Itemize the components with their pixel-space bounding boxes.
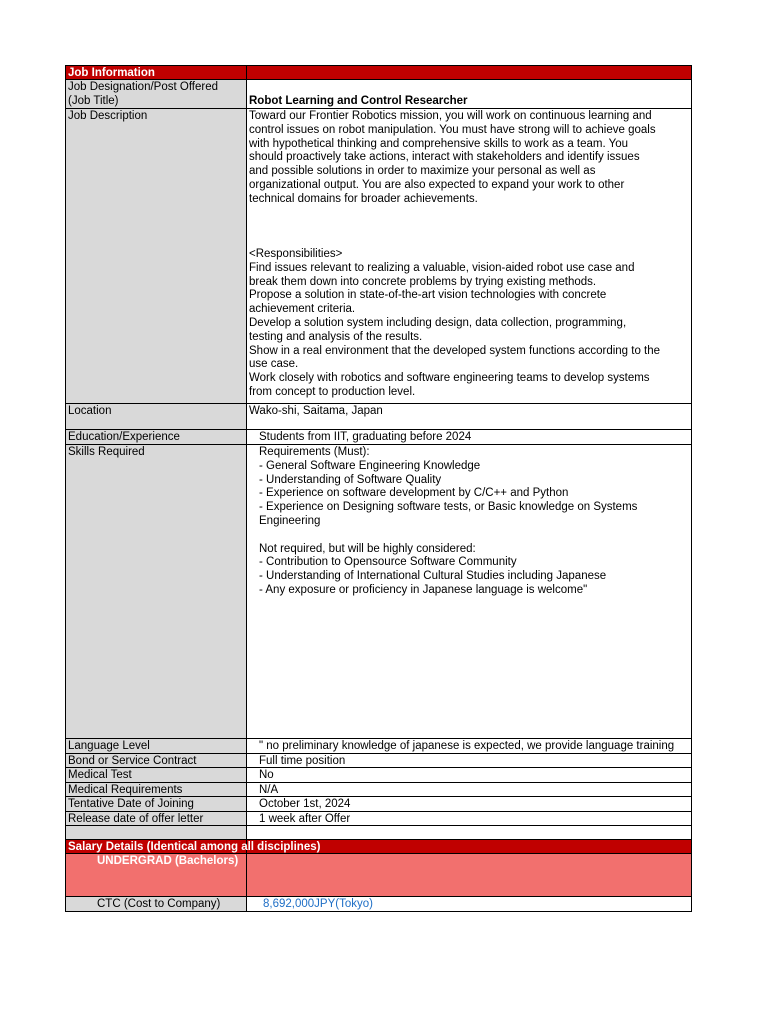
location-label: Location: [65, 404, 247, 430]
job-title-row: [65, 80, 692, 109]
bond-label: Bond or Service Contract: [65, 754, 247, 768]
offer-release-value: 1 week after Offer: [247, 812, 692, 826]
job-information-header: Job Information: [65, 65, 247, 80]
job-description-line: <Responsibilities>: [249, 247, 343, 260]
education-value: Students from IIT, graduating before 2024: [247, 430, 692, 445]
language-level-label: Language Level: [65, 739, 247, 754]
skills-label: Skills Required: [65, 445, 247, 739]
job-description-text: [247, 109, 692, 404]
job-information-header-blank: [247, 65, 692, 80]
offer-release-row: [65, 812, 692, 826]
job-title-label-line2: (Job Title): [68, 94, 119, 107]
skills-row: [65, 445, 692, 739]
skills-line: - Contribution to Opensource Software Community: [259, 556, 517, 569]
bond-row: [65, 754, 692, 768]
ctc-value: 8,692,000JPY(Tokyo): [247, 897, 692, 912]
medical-requirements-value: N/A: [247, 783, 692, 797]
job-description-line: technical domains for broader achievements.: [249, 192, 478, 205]
spacer-value: [247, 826, 692, 840]
spacer-row: [65, 826, 692, 840]
job-description-line: achievement criteria.: [249, 303, 356, 316]
job-description-line: Propose a solution in state-of-the-art vision technologies with concrete: [249, 289, 607, 302]
joining-date-row: [65, 797, 692, 812]
job-description-line: and possible solutions in order to maximize your personal as well as: [249, 165, 596, 178]
language-level-value: " no preliminary knowledge of japanese is expected, we provide language training: [247, 739, 692, 754]
skills-line: - Experience on software development by C/C++ and Python: [259, 487, 569, 500]
undergrad-blank: [247, 854, 692, 897]
ctc-label: CTC (Cost to Company): [65, 897, 247, 912]
job-description-line: control issues on robot manipulation. You must have strong will to achieve goals: [249, 123, 656, 136]
undergrad-row: [65, 854, 692, 897]
location-row: [65, 404, 692, 430]
job-description-line: should proactively take actions, interact with stakeholders and identify issues: [249, 151, 640, 164]
job-title-value: Robot Learning and Control Researcher: [247, 80, 692, 109]
job-information-header-row: [65, 65, 692, 80]
medical-requirements-label: Medical Requirements: [65, 783, 247, 797]
medical-test-label: Medical Test: [65, 768, 247, 783]
medical-test-value: No: [247, 768, 692, 783]
job-description-line: Work closely with robotics and software engineering teams to develop systems: [249, 372, 650, 385]
skills-text: [247, 445, 692, 739]
job-description-line: Develop a solution system including design, data collection, programming,: [249, 316, 627, 329]
job-title-label-line1: Job Designation/Post Offered: [68, 81, 219, 93]
job-description-line: testing and analysis of the results.: [249, 330, 423, 343]
joining-date-value: October 1st, 2024: [247, 797, 692, 812]
job-title-label: [65, 80, 247, 109]
job-description-line-blank-line: [249, 207, 689, 221]
job-description-line: Show in a real environment that the developed system functions according to the: [249, 344, 661, 357]
job-description-line-blank-line: [249, 234, 689, 248]
spacer-label: [65, 826, 247, 840]
job-description-line: from concept to production level.: [249, 385, 416, 398]
job-description-line: organizational output. You are also expected to expand your work to other: [249, 178, 625, 191]
ctc-row: [65, 897, 692, 912]
job-description-label: Job Description: [65, 109, 247, 404]
skills-line: - General Software Engineering Knowledge: [259, 459, 481, 472]
skills-line: - Understanding of International Cultural Studies including Japanese: [259, 570, 607, 583]
joining-date-label: Tentative Date of Joining: [65, 797, 247, 812]
location-value: Wako-shi, Saitama, Japan: [247, 404, 692, 430]
job-description-line: Toward our Frontier Robotics mission, you will work on continuous learning and: [249, 110, 652, 122]
job-description-line: Find issues relevant to realizing a valuable, vision-aided robot use case and: [249, 261, 635, 274]
education-row: [65, 430, 692, 445]
skills-line-blank-line: [259, 529, 689, 543]
skills-line: - Experience on Designing software tests, or Basic knowledge on Systems: [259, 501, 638, 514]
skills-line: - Understanding of Software Quality: [259, 473, 442, 486]
medical-test-row: [65, 768, 692, 783]
skills-line: Not required, but will be highly considered:: [259, 542, 476, 555]
job-description-line: with hypothetical thinking and comprehensive skills to work as a team. You: [249, 137, 629, 150]
bond-value: Full time position: [247, 754, 692, 768]
job-description-line: use case.: [249, 358, 299, 371]
undergrad-label: UNDERGRAD (Bachelors): [65, 854, 247, 897]
language-level-row: [65, 739, 692, 754]
salary-header-row: [65, 840, 692, 854]
medical-requirements-row: [65, 783, 692, 797]
job-description-line: break them down into concrete problems by trying existing methods.: [249, 275, 597, 288]
job-description-row: [65, 109, 692, 404]
skills-line: - Any exposure or proficiency in Japanese language is welcome": [259, 583, 588, 596]
skills-line: Engineering: [259, 514, 321, 527]
salary-header-cell: [65, 840, 321, 854]
salary-header: Salary Details (Identical among all disciplines): [68, 841, 321, 853]
education-label: Education/Experience: [65, 430, 247, 445]
offer-release-label: Release date of offer letter: [65, 812, 247, 826]
job-description-line-blank-line: [249, 220, 689, 234]
skills-line: Requirements (Must):: [259, 446, 370, 458]
